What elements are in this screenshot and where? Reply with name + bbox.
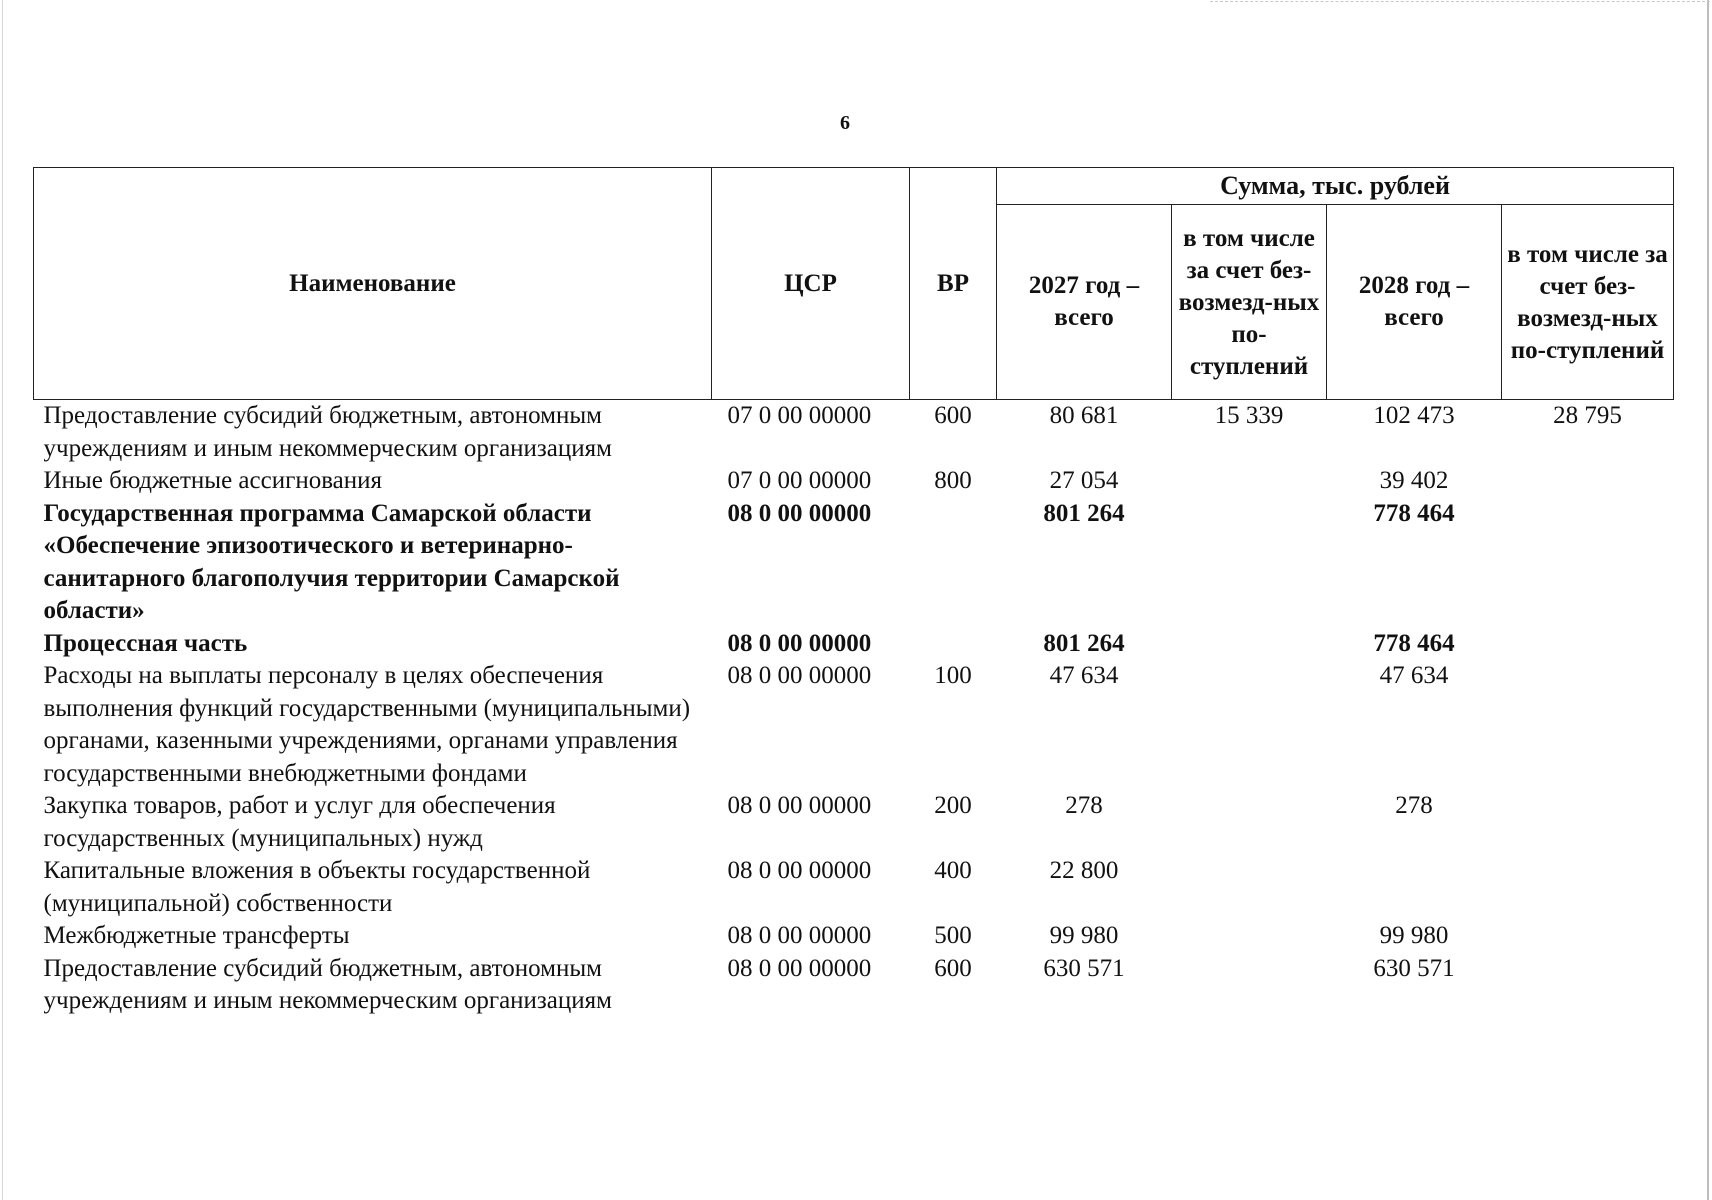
cell-csr: 08 0 00 00000 <box>727 499 872 527</box>
cell-2028-free <box>1502 660 1674 790</box>
cell-name: Процессная часть <box>43 629 248 657</box>
cell-2028-free <box>1502 498 1674 628</box>
cell-vr: 600 <box>934 954 972 982</box>
cell-2028-free: 28 795 <box>1553 402 1622 429</box>
budget-table <box>33 167 1674 1018</box>
header-vr: ВР <box>910 168 997 400</box>
table-row <box>34 953 1674 1018</box>
cell-2027-free <box>1172 920 1327 953</box>
cell-2028-total: 99 980 <box>1379 922 1449 949</box>
table-row <box>34 465 1674 498</box>
cell-2027-total: 801 264 <box>1043 629 1125 657</box>
table-row <box>34 920 1674 953</box>
cell-name: Предоставление субсидий бюджетным, автономным учреждениям и иным некоммерческим организациям <box>43 402 612 462</box>
cell-2028-free <box>1502 953 1674 1018</box>
page-number: 6 <box>840 112 850 134</box>
scan-edge-left <box>2 0 3 1200</box>
table-row <box>34 855 1674 920</box>
cell-csr: 07 0 00 00000 <box>727 467 872 494</box>
cell-name: Капитальные вложения в объекты государственной (муниципальной) собственности <box>43 857 591 917</box>
cell-2027-total: 630 571 <box>1043 954 1125 982</box>
table-row <box>34 628 1674 661</box>
cell-csr: 07 0 00 00000 <box>727 402 872 429</box>
cell-2027-free <box>1172 628 1327 661</box>
cell-2028-free <box>1502 920 1674 953</box>
table-row <box>34 660 1674 790</box>
cell-2028-total: 630 571 <box>1373 954 1455 982</box>
cell-vr: 200 <box>934 792 972 819</box>
cell-2028-total: 778 464 <box>1373 629 1455 657</box>
cell-2027-free <box>1172 953 1327 1018</box>
cell-2027-free <box>1172 465 1327 498</box>
cell-vr: 600 <box>934 402 972 429</box>
header-csr: ЦСР <box>712 168 910 400</box>
cell-2028-total: 47 634 <box>1379 662 1449 689</box>
cell-2028-free <box>1502 790 1674 855</box>
cell-2028-free <box>1502 465 1674 498</box>
cell-csr: 08 0 00 00000 <box>727 857 872 884</box>
table-row <box>34 790 1674 855</box>
cell-2028-free <box>1502 628 1674 661</box>
header-2028-total: 2028 год – всего <box>1327 205 1502 400</box>
table-row <box>34 498 1674 628</box>
cell-csr: 08 0 00 00000 <box>727 954 872 982</box>
cell-name: Закупка товаров, работ и услуг для обеспечения государственных (муниципальных) нужд <box>43 792 556 852</box>
cell-name: Расходы на выплаты персоналу в целях обеспечения выполнения функций государственными (муниципальными) органами, казенными учреждениями, органами управления государственными внебюджетными фондами <box>43 662 691 787</box>
cell-2027-total: 80 681 <box>1049 402 1119 429</box>
header-2027-total: 2027 год – всего <box>997 205 1172 400</box>
cell-2027-total: 99 980 <box>1049 922 1119 949</box>
cell-2027-total: 47 634 <box>1049 662 1119 689</box>
cell-2027-total: 801 264 <box>1043 499 1125 527</box>
cell-2027-total: 27 054 <box>1049 467 1119 494</box>
cell-2027-free: 15 339 <box>1214 402 1284 429</box>
cell-2027-total: 278 <box>1065 792 1103 819</box>
cell-2028-total: 39 402 <box>1379 467 1449 494</box>
cell-csr: 08 0 00 00000 <box>727 662 872 689</box>
scan-edge-right <box>1707 0 1709 1200</box>
cell-name: Государственная программа Самарской области «Обеспечение эпизоотического и ветеринарно-санитарного благополучия территории Самарской области» <box>43 499 620 624</box>
cell-2027-free <box>1172 498 1327 628</box>
cell-name: Предоставление субсидий бюджетным, автономным учреждениям и иным некоммерческим организациям <box>43 954 612 1014</box>
cell-2028-total: 102 473 <box>1373 402 1455 429</box>
cell-2027-free <box>1172 855 1327 920</box>
cell-2028-total: 278 <box>1395 792 1433 819</box>
table-body <box>34 400 1674 1018</box>
cell-csr: 08 0 00 00000 <box>727 922 872 949</box>
table-header <box>34 168 1674 400</box>
cell-vr: 800 <box>934 467 972 494</box>
cell-csr: 08 0 00 00000 <box>727 792 872 819</box>
header-name: Наименование <box>34 168 712 400</box>
cell-2028-total: 778 464 <box>1373 499 1455 527</box>
cell-2028-free <box>1502 855 1674 920</box>
header-sum-group: Сумма, тыс. рублей <box>997 168 1674 205</box>
cell-vr: 500 <box>934 922 972 949</box>
cell-name: Межбюджетные трансферты <box>43 922 350 949</box>
cell-name: Иные бюджетные ассигнования <box>43 467 383 494</box>
cell-vr <box>910 628 997 661</box>
cell-vr: 100 <box>934 662 972 689</box>
cell-2027-free <box>1172 660 1327 790</box>
cell-csr: 08 0 00 00000 <box>727 629 872 657</box>
table-row <box>34 400 1674 466</box>
cell-vr <box>910 498 997 628</box>
cell-2028-total <box>1327 855 1502 920</box>
cell-vr: 400 <box>934 857 972 884</box>
cell-2027-total: 22 800 <box>1049 857 1119 884</box>
scan-edge-top <box>1210 1 1710 3</box>
cell-2027-free <box>1172 790 1327 855</box>
header-2027-free: в том числе за счет без-возмезд-ных по-ступлений <box>1172 205 1327 400</box>
header-2028-free: в том числе за счет без-возмезд-ных по-ступлений <box>1502 205 1674 400</box>
